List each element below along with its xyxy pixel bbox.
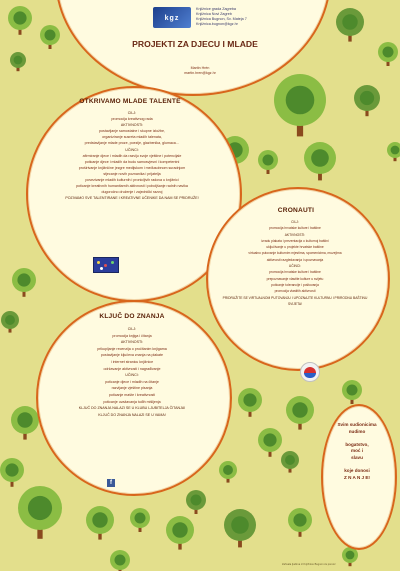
thanks-line: bogatstvo,: [345, 441, 369, 447]
tree-crown-inner: [92, 512, 107, 527]
thanks-line: slavu: [351, 454, 363, 460]
section-line: promocija knjiga i čitanja: [112, 333, 152, 338]
tree-crown-inner: [172, 522, 187, 537]
thanks-line: Z N A N J E!: [344, 474, 370, 480]
section-line: proširivanje knjižnične jezgre medijskom i međusobnom suradnjom: [78, 165, 186, 170]
section-line: dugoročno druženje i zajednički razvoj: [101, 190, 163, 195]
section-body-knowledge: [56, 326, 208, 418]
tree-crown-inner: [263, 433, 276, 446]
tree-crown-inner: [135, 513, 146, 524]
section-label: CILJ:: [127, 111, 137, 115]
library-line: Knjižnica Bugnon, Sv. Mateja 7: [196, 17, 247, 21]
section-line: predstavljanje mlade proze, poezije, glazbenika, glumaca…: [84, 141, 180, 146]
author-email: martin.hren@kgz.hr: [184, 71, 216, 75]
tree-crown-inner: [45, 30, 56, 41]
section-line: poticanje mašte i kreativnosti: [108, 392, 156, 397]
section-line: afirmiranje djece i mladih da razviju svoje vještine i potencijale: [82, 153, 182, 158]
section-line: povezivanje mladih kulturnih i pronicljivih radova u knjižnici: [85, 178, 179, 183]
tree-crown-inner: [28, 496, 52, 520]
section-line: organiziranje susreta mladih talenata,: [102, 135, 162, 140]
thanks-line: [326, 435, 388, 442]
page-title: PROJEKTI ZA DJECU I MLADE: [132, 39, 258, 49]
section-label: UČINCI:: [125, 147, 139, 152]
tree-crown-inner: [293, 513, 306, 526]
tree-crown-inner: [17, 273, 30, 286]
tree-crown-inner: [231, 516, 249, 534]
tree-crown-inner: [347, 385, 358, 396]
facebook-icon: f: [107, 479, 115, 487]
section-heading-cronauti: CRONAUTI: [277, 207, 315, 214]
tree-crown-inner: [342, 14, 357, 29]
tree-crown-inner: [5, 463, 18, 476]
section-line: i internet stranicu knjižnice: [110, 359, 154, 364]
section-label: UČINCI:: [288, 264, 302, 269]
section-label: CILJ:: [291, 220, 299, 224]
section-line: izradu plakata i prezentacija o kulturnoj baštini: [261, 238, 329, 243]
section-line: virtualno putovanje kulturnim mjestima, spomenicima, muzejima: [248, 251, 342, 256]
section-line: promocija vlastitih aktivnosti: [274, 289, 316, 294]
thanks-line: nudimo: [348, 428, 366, 434]
tree-crown-inner: [115, 555, 126, 566]
section-body-cronauti: [220, 219, 370, 307]
library-line: Knjižnica Novi Zagreb: [196, 12, 232, 16]
section-line: promocija hrvatske kulture i baštine: [269, 226, 321, 231]
library-line: Knjižnica.bugnon@kgz.hr: [196, 22, 238, 26]
section-line: postavljanje ključeva znanja na plakate: [100, 353, 164, 358]
thanks-line: [326, 462, 388, 469]
library-info: [196, 7, 276, 27]
tree-crown-inner: [243, 393, 256, 406]
section-line: prikupljanje recenzija o pročitanim knjigama: [97, 346, 167, 351]
section-heading-knowledge: KLJUČ DO ZNANJA: [99, 313, 165, 320]
tree-crown-inner: [286, 86, 315, 115]
thanks-message: [326, 422, 388, 481]
section-heading-talents: OTKRIVAMO MLADE TALENTE: [79, 98, 181, 105]
author-block: [150, 66, 250, 76]
section-line: poticanje tolerancije i poštovanja: [271, 282, 319, 287]
section-line: postavljanje samostalne i skupne izložbe,: [99, 129, 165, 134]
library-line: Knjižnice grada Zagreba: [196, 7, 236, 11]
tree-crown-inner: [263, 155, 274, 166]
section-line: aktivnosti razgledavanja i upoznavanja: [266, 257, 324, 262]
tree-crown-inner: [360, 91, 374, 105]
thanks-line: moć i: [351, 448, 363, 454]
section-label: AKTIVNOSTI:: [284, 232, 306, 237]
thanks-line: Svim sudionicima: [337, 422, 377, 427]
section-line: poticanje uvažavanja tuđih mišljenja: [103, 399, 161, 404]
tree-crown-inner: [311, 149, 329, 167]
section-label: KLJUČ DO ZNANJA NALAZI SE U VAMA!: [98, 412, 166, 417]
section-line: promocija hrvatske kulture i baštine: [269, 270, 321, 275]
section-label: CILJ:: [127, 327, 137, 331]
tree-crown-inner: [346, 551, 355, 560]
tree-crown-inner: [14, 56, 23, 65]
section-line: poticanje kreativnih humanitarnih aktivnosti i poboljšanje radnih navika: [76, 184, 188, 189]
tree-crown-inner: [285, 455, 295, 465]
tree-crown-inner: [383, 47, 394, 58]
cronauti-logo: [300, 362, 320, 382]
thanks-line: koje donosi: [344, 468, 370, 474]
section-line: poticanje djece i mladih na čitanje: [105, 379, 159, 384]
author-name: Martin Hrén: [190, 66, 210, 70]
tree-crown-inner: [391, 146, 400, 155]
section-label: AKTIVNOSTI:: [120, 123, 144, 128]
painting-image: [93, 257, 119, 273]
section-line: uključivanje u projekte hrvatske baštine: [266, 245, 324, 250]
section-line: održavanje aktivnosti i nagrađivanje: [103, 366, 161, 371]
section-line: stjecanje novih poznanika i prijatelja: [103, 171, 161, 176]
section-line: prepoznavanje vlastite kulture u svijetu: [266, 276, 324, 281]
section-label: AKTIVNOSTI:: [120, 340, 144, 345]
credit-line: Zahvala ljudima iz Knjižnice Bugnon za pomoć: [282, 563, 336, 566]
section-body-talents: [48, 110, 216, 201]
section-label: PRIDRUŽITE SE VIRTUALNOM PUTOVANJU I UPOZNAJTE KULTURNU I PRIRODNU BAŠTINU SVIJETA!: [222, 295, 368, 306]
kgz-logo: kgz: [153, 7, 191, 28]
section-line: promocija kreativnog rada: [111, 117, 153, 122]
tree-crown-inner: [191, 495, 202, 506]
section-label: UČINCI:: [125, 373, 139, 378]
tree-crown-inner: [13, 11, 26, 24]
tree-crown-inner: [292, 402, 307, 417]
section-label: POZIVAMO SVE TALENTIRANE I KREATIVNE UČENIKE DA NAM SE PRIDRUŽE!: [65, 196, 199, 201]
tree-crown-inner: [5, 315, 15, 325]
section-label: KLJUČ DO ZNANJA NALAZI SE U KLUBU LJUBITELJA ČITANJA!: [78, 406, 186, 411]
section-line: razvijanje vještine pisanja: [111, 386, 153, 391]
section-line: poticanje djece i mladih da budu samosvjesni i kompetentni: [84, 159, 180, 164]
tree-crown-inner: [17, 412, 32, 427]
tree-crown-inner: [223, 465, 233, 475]
